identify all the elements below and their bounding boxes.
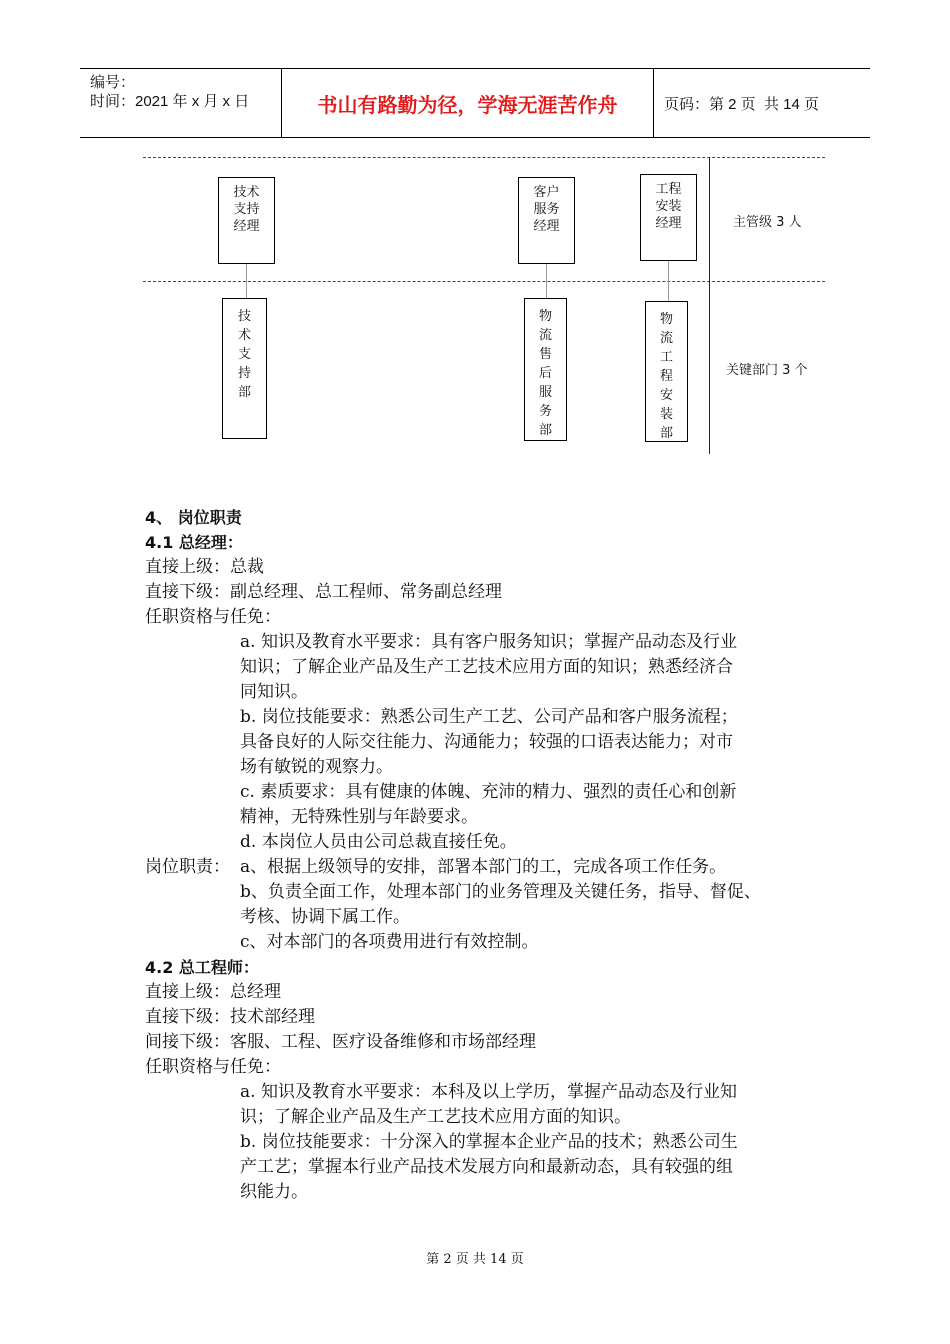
qual-a-line-2: 知识；了解企业产品及生产工艺技术应用方面的知识；熟悉经济合 (240, 657, 733, 677)
qualification-title: 任职资格与任免： (145, 607, 281, 627)
duty-label: 岗位职责： (145, 857, 230, 877)
manager-box-engineering (640, 174, 697, 261)
manager-box-tech-support (218, 177, 275, 264)
connector-2 (546, 263, 547, 299)
qualification-title-4-2: 任职资格与任免： (145, 1057, 281, 1077)
qual-c-line-2: 精神，无特殊性别与年龄要求。 (240, 807, 478, 827)
qual-d: d. 本岗位人员由公司总裁直接任免。 (240, 832, 517, 852)
qual-b-line-2: 具备良好的人际交往能力、沟通能力；较强的口语表达能力；对市 (240, 732, 733, 752)
manager-box-customer-service (518, 177, 575, 264)
dept-label: 物流工程安装部 (659, 312, 673, 441)
dept-box-logistics-service (524, 298, 567, 441)
time-label: 时间：2021 年 x 月 x 日 (90, 93, 250, 110)
qual-a-line-1: a. 知识及教育水平要求：具有客户服务知识；掌握产品动态及行业 (240, 632, 737, 652)
dept-label: 技术支持部 (237, 309, 251, 400)
qual-b-4-2-line-1: b. 岗位技能要求：十分深入的掌握本企业产品的技术；熟悉公司生 (240, 1132, 738, 1152)
duty-b-line-1: b、负责全面工作，处理本部门的业务管理及关键任务，指导、督促、 (240, 882, 761, 902)
qual-a-4-2-line-1: a. 知识及教育水平要求：本科及以上学历，掌握产品动态及行业知 (240, 1082, 737, 1102)
direct-superior-4-2: 直接上级：总经理 (145, 982, 281, 1002)
dept-box-tech-support (222, 298, 267, 439)
header-info (80, 69, 282, 137)
subsection-title-4-2: 4.2 总工程师： (145, 958, 259, 977)
dept-level-label: 关键部门 3 个 (726, 363, 808, 378)
direct-subordinate: 直接下级：副总经理、总工程师、常务副总经理 (145, 582, 502, 602)
connector-1 (246, 263, 247, 299)
subsection-title-4-1: 4.1 总经理： (145, 533, 243, 552)
duty-c: c、对本部门的各项费用进行有效控制。 (240, 932, 539, 952)
manager-label: 客户服务经理 (533, 185, 560, 234)
qual-c-line-1: c. 素质要求：具有健康的体魄、充沛的精力、强烈的责任心和创新 (240, 782, 737, 802)
page-label: 页码：第 2 页 共 14 页 (664, 95, 820, 113)
qual-b-line-3: 场有敏锐的观察力。 (240, 757, 393, 777)
duty-a: a、根据上级领导的安排，部署本部门的工，完成各项工作任务。 (240, 857, 727, 877)
qual-b-line-1: b. 岗位技能要求：熟悉公司生产工艺、公司产品和客户服务流程； (240, 707, 738, 727)
connector-3 (668, 260, 669, 302)
dept-box-logistics-engineering (645, 301, 688, 442)
duty-b-line-2: 考核、协调下属工作。 (240, 907, 410, 927)
page-header (80, 68, 870, 138)
qual-a-4-2-line-2: 识；了解企业产品及生产工艺技术应用方面的知识。 (240, 1107, 631, 1127)
qual-b-4-2-line-2: 产工艺；掌握本行业产品技术发展方向和最新动态，具有较强的组 (240, 1157, 733, 1177)
dashed-divider-top (143, 157, 825, 158)
qual-a-line-3: 同知识。 (240, 682, 308, 702)
manager-level-label: 主管级 3 人 (733, 215, 802, 230)
direct-subordinate-4-2: 直接下级：技术部经理 (145, 1007, 315, 1027)
dept-label: 物流售后服务部 (538, 309, 552, 438)
section-heading: 4、 岗位职责 (145, 508, 242, 527)
header-motto: 书山有路勤为径，学海无涯苦作舟 (282, 69, 654, 137)
header-page (654, 69, 870, 137)
qual-b-4-2-line-3: 织能力。 (240, 1182, 308, 1202)
direct-superior: 直接上级：总裁 (145, 557, 264, 577)
indirect-subordinate-4-2: 间接下级：客服、工程、医疗设备维修和市场部经理 (145, 1032, 536, 1052)
number-label: 编号： (90, 74, 136, 91)
page-footer: 第 2 页 共 14 页 (426, 1252, 524, 1267)
manager-label: 工程安装经理 (655, 182, 682, 231)
level-divider-line (709, 157, 710, 454)
manager-label: 技术支持经理 (233, 185, 260, 234)
